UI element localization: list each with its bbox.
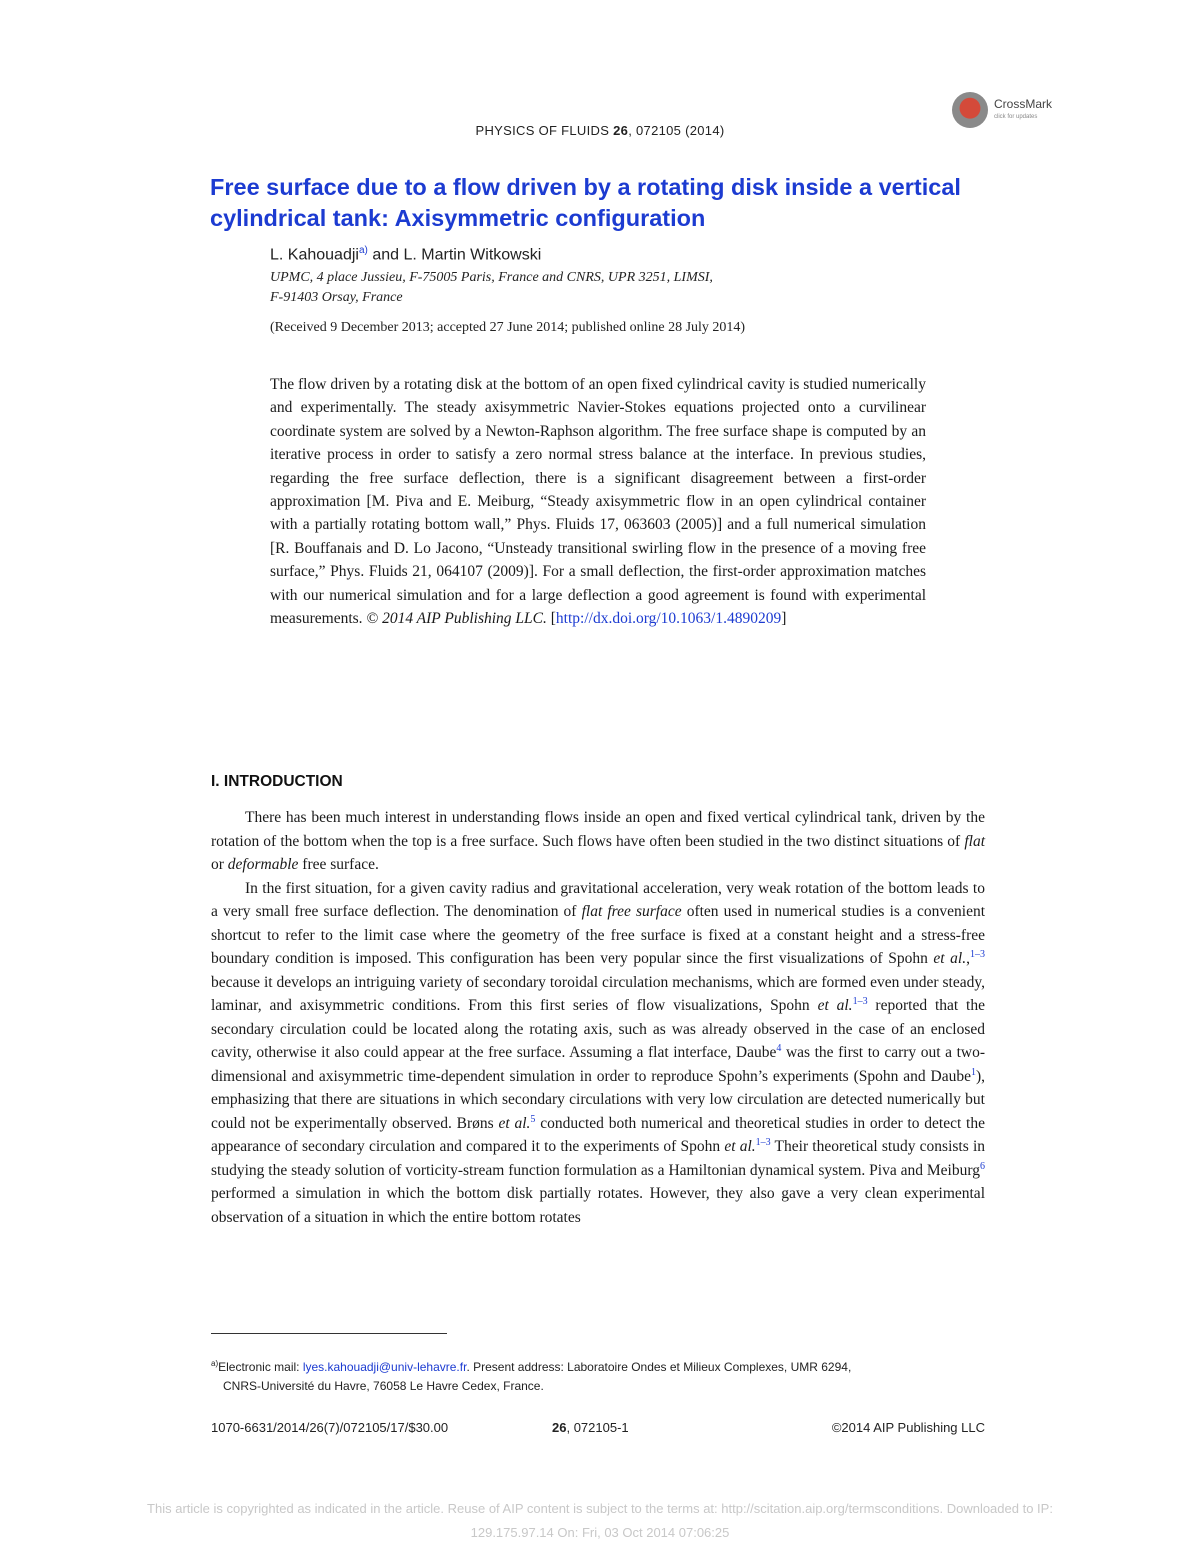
- affiliation-line-2: F-91403 Orsay, France: [270, 290, 403, 305]
- section-heading: I. INTRODUCTION: [211, 773, 343, 790]
- citation-link[interactable]: 6: [980, 1160, 985, 1172]
- intro-paragraph-2: In the first situation, for a given cavity radius and gravitational acceleration, very weak rotation of the bottom leads to a very small free surface deflection. The denomination of flat free surface often used in numerical studies is a convenient shortcut to refer to the limit case where the geometry of the free surface is fixed at a constant height and a stress-free boundary condition is imposed. This configuration has been very popular since the first visualizations of Spohn et al.,$^{1-3}$ because it develops an intriguing variety of secondary toroidal circulation mechanisms, which are formed even under steady, laminar, and axisymmetric conditions. From this first series of flow visualizations, Spohn et al.$^{1-3}$ reported that the secondary circulation could be located along the rotating axis, such as was already observed in the case of an enclosed cavity, otherwise it also could appear at the free surface. Assuming a flat interface, Daube$^4$ was the first to carry out a two-dimensional and axisymmetric time-dependent simulation in order to reproduce Spohn’s experiments (Spohn and Daube$^1$), emphasizing that there are situations in which secondary circulations with very low circulation are detected numerically but could not be experimentally observed. Brøns et al.$^5$ conducted both numerical and theoretical studies in order to detect the appearance of secondary circulation and compared it to the experiments of Spohn et al.$^{1-3}$ Their theoretical study consists in studying the steady solution of vorticity-stream function formulation as a Hamiltonian dynamical system. Piva and Meiburg$^6$ performed a simulation in which the bottom disk partially rotates. However, they also gave a very clean experimental observation of a situation in which the entire bottom rotates: [211, 879, 985, 1226]
- journal-issue: , 072105 (2014): [628, 123, 725, 138]
- text-run: conducted both numerical and theoretical studies in order to detect the appearance of secondary circulation and compared it to the experiments of Spohn: [211, 1114, 985, 1155]
- text-run-italic: et al.: [817, 997, 853, 1014]
- text-run-italic: flat: [964, 832, 985, 850]
- author-1-footnote-link[interactable]: a): [358, 245, 368, 256]
- text-run-italic: et al.: [498, 1114, 531, 1132]
- footer-page-number: , 072105-1: [566, 1420, 629, 1435]
- text-run: often used in numerical studies is a convenient shortcut to refer to the limit case where the geometry of the free surface is fixed at a constant height and a stress-free boundary condition is imposed. This configuration has been very popular since the first visualizations of Spohn: [211, 903, 985, 967]
- text-run: There has been much interest in understanding flows inside an open and fixed vertical cylindrical tank, driven by the rotation of the bottom when the top is a free surface. Such flows have often been studied in the two distinct situations of: [211, 809, 985, 850]
- text-run: performed a simulation in which the bottom disk partially rotates. However, they also gave a very clean experimental observation of a situation in which the entire bottom rotates: [211, 1185, 985, 1226]
- doi-bracket-close: ]: [781, 610, 787, 628]
- abstract: [270, 373, 926, 630]
- download-watermark: [0, 1497, 1200, 1545]
- authors: [270, 245, 541, 264]
- text-run: was the first to carry out a two-dimensional and axisymmetric time-dependent simulation in order to reproduce Spohn’s experiments (Spohn and Daube: [211, 1044, 985, 1085]
- journal-header: [0, 123, 1200, 138]
- journal-name: PHYSICS OF FLUIDS: [475, 123, 610, 138]
- author-1: L. Kahouadji: [270, 246, 359, 264]
- citation-link[interactable]: 1–3: [852, 995, 868, 1007]
- footnote: [211, 1354, 985, 1396]
- text-run: because it develops an intriguing variety of secondary toroidal circulation mechanisms, which are formed even under steady, laminar, and axisymmetric conditions. From this first series of flow visualizations, Spohn: [211, 973, 985, 1014]
- footnote-line-2: CNRS-Université du Havre, 76058 Le Havre Cedex, France.: [223, 1379, 544, 1393]
- text-run: free surface.: [298, 856, 379, 873]
- text-run: In the first situation, for a given cavity radius and gravitational acceleration, very weak rotation of the bottom leads to a very small free surface deflection. The denomination of: [211, 879, 985, 920]
- footnote-mark: a): [211, 1359, 219, 1368]
- text-run-italic: deformable: [227, 856, 299, 873]
- watermark-line-2: 129.175.97.14 On: Fri, 03 Oct 2014 07:06:25: [470, 1525, 730, 1540]
- footnote-address: . Present address: Laboratoire Ondes et Milieux Complexes, UMR 6294,: [466, 1360, 852, 1374]
- text-run: or: [211, 856, 228, 873]
- abstract-copyright: © 2014 AIP Publishing LLC.: [366, 610, 547, 628]
- affiliation: [270, 268, 870, 308]
- email-link[interactable]: lyes.kahouadji@univ-lehavre.fr: [302, 1360, 467, 1374]
- intro-paragraph-1: [211, 806, 985, 877]
- text-run-italic: flat free surface: [581, 903, 682, 920]
- introduction-body: [211, 806, 985, 1229]
- doi-bracket-open: [: [546, 610, 556, 628]
- footnote-line-1: [211, 1354, 985, 1377]
- text-run: ), emphasizing that there are situations in which secondary circulations with very low circulation are detected numerically but could not be experimentally observed. Brøns: [211, 1067, 985, 1132]
- footer-volume: 26: [552, 1420, 567, 1435]
- affiliation-line-1: UPMC, 4 place Jussieu, F-75005 Paris, France and CNRS, UPR 3251, LIMSI,: [270, 270, 713, 285]
- author-2: L. Martin Witkowski: [403, 246, 542, 264]
- received-dates: (Received 9 December 2013; accepted 27 June 2014; published online 28 July 2014): [270, 320, 746, 335]
- doi-link[interactable]: http://dx.doi.org/10.1063/1.4890209: [555, 610, 782, 628]
- text-run: reported that the secondary circulation could be located along the rotating axis, such as was already observed in the case of an enclosed cavity, otherwise it also could appear at the free surface. Assuming a flat interface, Daube: [211, 997, 985, 1061]
- footer-copyright: ©2014 AIP Publishing LLC: [831, 1420, 985, 1435]
- crossmark-label: CrossMark: [994, 97, 1053, 111]
- citation-link[interactable]: 5: [530, 1113, 536, 1125]
- abstract-text: The flow driven by a rotating disk at the bottom of an open fixed cylindrical cavity is studied numerically and experimentally. The steady axisymmetric Navier-Stokes equations projected onto a curvilinear coordinate system are solved by a Newton-Raphson algorithm. The free surface shape is computed by an iterative process in order to satisfy a zero normal stress balance at the interface. In previous studies, regarding the free surface deflection, there is a significant disagreement between a first-order approximation [M. Piva and E. Meiburg, “Steady axisymmetric flow in an open cylindrical container with a partially rotating bottom wall,” Phys. Fluids 17, 063603 (2005)] and a full numerical simulation [R. Bouffanais and D. Lo Jacono, “Unsteady transitional swirling flow in the presence of a moving free surface,” Phys. Fluids 21, 064107 (2009)]. For a small deflection, the first-order approximation matches with our numerical simulation and for a large deflection a good agreement is found with experimental measurements.: [270, 376, 926, 628]
- citation-link[interactable]: 1–3: [970, 948, 985, 960]
- crossmark-sub: click for updates: [994, 114, 1038, 120]
- author-separator: and: [367, 246, 404, 264]
- footer-issn: 1070-6631/2014/26(7)/072105/17/$30.00: [211, 1420, 449, 1435]
- watermark-line-1: This article is copyrighted as indicated in the article. Reuse of AIP content is subject to the terms at: http://scitation.aip.org/termsconditions. Downloaded to IP:: [147, 1501, 1053, 1516]
- journal-volume: 26: [613, 123, 629, 138]
- citation-link[interactable]: 4: [776, 1042, 782, 1054]
- text-run-italic: et al.: [724, 1138, 756, 1155]
- footer-page: [552, 1420, 629, 1435]
- footnote-divider: [211, 1333, 447, 1334]
- text-run-italic: et al.: [933, 950, 967, 967]
- paper-title: Free surface due to a flow driven by a rotating disk inside a vertical cylindrical tank: Axisymmetric configuration: [210, 174, 961, 231]
- citation-link[interactable]: 1: [970, 1066, 976, 1078]
- citation-link[interactable]: 1–3: [755, 1136, 771, 1148]
- text-run: Their theoretical study consists in studying the steady solution of vorticity-stream function formulation as a Hamiltonian dynamical system. Piva and Meiburg: [211, 1138, 985, 1179]
- footnote-label: Electronic mail:: [218, 1360, 303, 1374]
